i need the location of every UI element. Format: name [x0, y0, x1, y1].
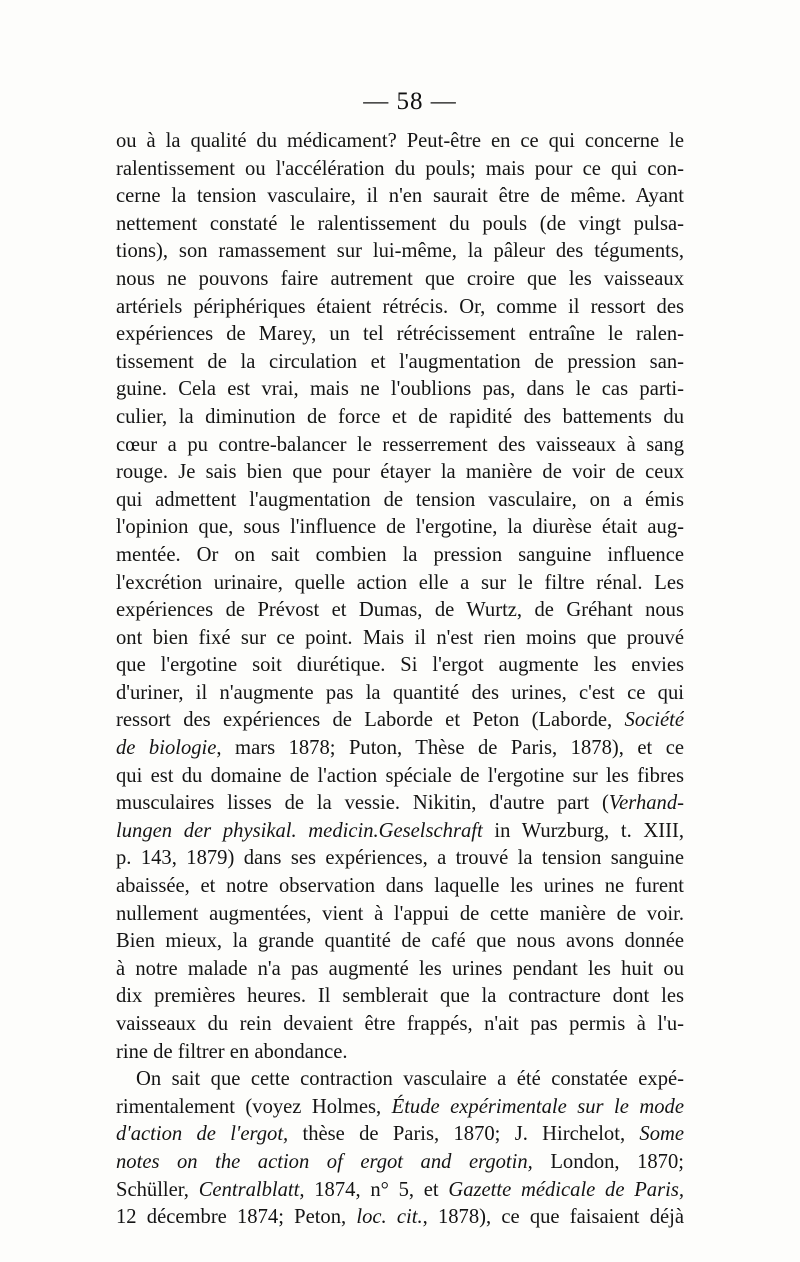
- italic-segment: notes on the action of ergot and ergotin,: [116, 1150, 533, 1173]
- text-segment: 1874, n° 5, et: [304, 1178, 449, 1201]
- italic-segment: Étude expérimentale sur le mode: [391, 1095, 684, 1118]
- text-line: [116, 901, 684, 929]
- text-segment: 12 décembre 1874; Peton,: [116, 1206, 357, 1229]
- italic-segment: lungen der physikal. medicin.Geselschraft: [116, 819, 483, 842]
- text-segment: mentée. Or on sait combien la pression sanguine influence: [116, 543, 684, 566]
- text-line: [116, 652, 684, 680]
- text-segment: abaissée, et notre observation dans laquelle les urines ne furent: [116, 875, 684, 898]
- text-line: [116, 763, 684, 791]
- text-segment: ont bien fixé sur ce point. Mais il n'est rien moins que prouvé: [116, 626, 684, 649]
- text-line: [116, 321, 684, 349]
- text-line: [116, 238, 684, 266]
- text-segment: ou à la qualité du médicament? Peut-être en ce qui concerne le: [116, 130, 684, 152]
- text-segment: p. 143, 1879) dans ses expériences, a trouvé la tension sanguine: [116, 847, 684, 870]
- text-segment: artériels périphériques étaient rétrécis. Or, comme il ressort des: [116, 295, 684, 318]
- text-segment: dix premières heures. Il semblerait que la contracture dont les: [116, 985, 684, 1008]
- text-segment: expériences de Prévost et Dumas, de Wurtz, de Gréhant nous: [116, 599, 684, 622]
- text-segment: nous ne pouvons faire autrement que croire que les vaisseaux: [116, 267, 684, 290]
- text-line: [116, 928, 684, 956]
- text-line: [116, 1177, 684, 1205]
- text-segment: d'uriner, il n'augmente pas la quantité des urines, c'est ce qui: [116, 681, 684, 704]
- text-segment: , 1878), ce que faisaient déjà: [422, 1206, 684, 1229]
- text-line: [116, 404, 684, 432]
- text-line: [116, 128, 684, 156]
- italic-segment: Centralblatt,: [198, 1178, 305, 1201]
- text-segment: guine. Cela est vrai, mais ne l'oublions pas, dans le cas parti-: [116, 378, 684, 401]
- text-line: [116, 625, 684, 653]
- text-segment: vaisseaux du rein devaient être frappés, n'ait pas permis à l'u-: [116, 1013, 684, 1035]
- italic-segment: loc. cit.: [356, 1206, 423, 1229]
- text-line: [116, 211, 684, 239]
- text-segment: cerne la tension vasculaire, il n'en saurait être de même. Ayant: [116, 185, 684, 208]
- text-segment: l'excrétion urinaire, quelle action elle a sur le filtre rénal. Les: [116, 571, 684, 594]
- text-line: [116, 1121, 684, 1149]
- text-line: [116, 487, 684, 515]
- text-line: [116, 1011, 684, 1039]
- text-line: [116, 983, 684, 1011]
- text-segment: ralentissement ou l'accélération du pouls; mais pour ce qui con-: [116, 157, 684, 180]
- text-segment: qui admettent l'augmentation de tension vasculaire, on a émis: [116, 488, 684, 511]
- text-line: [116, 1039, 684, 1067]
- text-line: [116, 873, 684, 901]
- text-segment: culier, la diminution de force et de rapidité des battements du: [116, 405, 684, 428]
- text-segment: in Wurzburg, t. XIII,: [482, 819, 684, 842]
- page-number: — 58 —: [363, 88, 457, 115]
- italic-segment: Gazette médicale de Paris,: [448, 1178, 684, 1201]
- text-segment: que l'ergotine soit diurétique. Si l'ergot augmente les envies: [116, 654, 684, 677]
- text-segment: rimentalement (voyez Holmes,: [116, 1095, 392, 1118]
- text-line: [116, 156, 684, 184]
- text-segment: qui est du domaine de l'action spéciale de l'ergotine sur les fibres: [116, 764, 684, 787]
- text-line: [116, 1066, 684, 1094]
- italic-segment: Some: [639, 1123, 684, 1146]
- italic-segment: Société: [624, 709, 684, 732]
- italic-segment: de biologie: [116, 737, 217, 760]
- text-segment: musculaires lisses de la vessie. Nikitin, d'autre part (: [116, 792, 609, 815]
- text-segment: l'opinion que, sous l'influence de l'ergotine, la diurèse était aug-: [116, 516, 684, 539]
- text-segment: London, 1870;: [532, 1150, 684, 1173]
- text-segment: Schüller,: [116, 1178, 199, 1201]
- text-line: [116, 735, 684, 763]
- text-segment: thèse de Paris, 1870; J. Hirchelot,: [288, 1123, 640, 1146]
- body-text: [116, 128, 684, 1232]
- text-segment: cœur a pu contre-balancer le resserrement des vaisseaux à sang: [116, 433, 684, 456]
- text-line: [116, 266, 684, 294]
- text-line: [116, 845, 684, 873]
- text-segment: , mars 1878; Puton, Thèse de Paris, 1878), et ce: [216, 737, 684, 760]
- italic-segment: d'action de l'ergot,: [116, 1123, 289, 1146]
- text-line: [116, 818, 684, 846]
- text-line: [116, 183, 684, 211]
- text-line: [116, 570, 684, 598]
- text-line: [116, 376, 684, 404]
- text-segment: tissement de la circulation et l'augmentation de pression san-: [116, 350, 684, 373]
- text-line: [116, 1094, 684, 1122]
- text-line: [116, 459, 684, 487]
- text-segment: à notre malade n'a pas augmenté les urines pendant les huit ou: [116, 957, 684, 980]
- text-segment: Bien mieux, la grande quantité de café que nous avons donnée: [116, 930, 684, 953]
- text-line: [116, 514, 684, 542]
- text-segment: expériences de Marey, un tel rétrécissement entraîne le ralen-: [116, 323, 684, 346]
- text-segment: rine de filtrer en abondance.: [116, 1040, 348, 1063]
- text-line: [116, 956, 684, 984]
- text-line: [116, 680, 684, 708]
- text-line: [116, 790, 684, 818]
- text-line: [116, 432, 684, 460]
- text-segment: nullement augmentées, vient à l'appui de cette manière de voir.: [116, 902, 684, 925]
- text-segment: nettement constaté le ralentissement du pouls (de vingt pulsa-: [116, 212, 684, 235]
- text-segment: tions), son ramassement sur lui-même, la pâleur des téguments,: [116, 240, 684, 263]
- text-line: [116, 707, 684, 735]
- text-segment: ressort des expériences de Laborde et Peton (Laborde,: [116, 709, 625, 732]
- italic-segment: Verhand-: [608, 792, 684, 815]
- text-line: [116, 349, 684, 377]
- text-line: [116, 597, 684, 625]
- text-line: [116, 1204, 684, 1232]
- text-line: [116, 1149, 684, 1177]
- text-line: [116, 294, 684, 322]
- text-segment: On sait que cette contraction vasculaire a été constatée expé-: [136, 1068, 684, 1091]
- text-line: [116, 542, 684, 570]
- text-segment: rouge. Je sais bien que pour étayer la manière de voir de ceux: [116, 461, 684, 484]
